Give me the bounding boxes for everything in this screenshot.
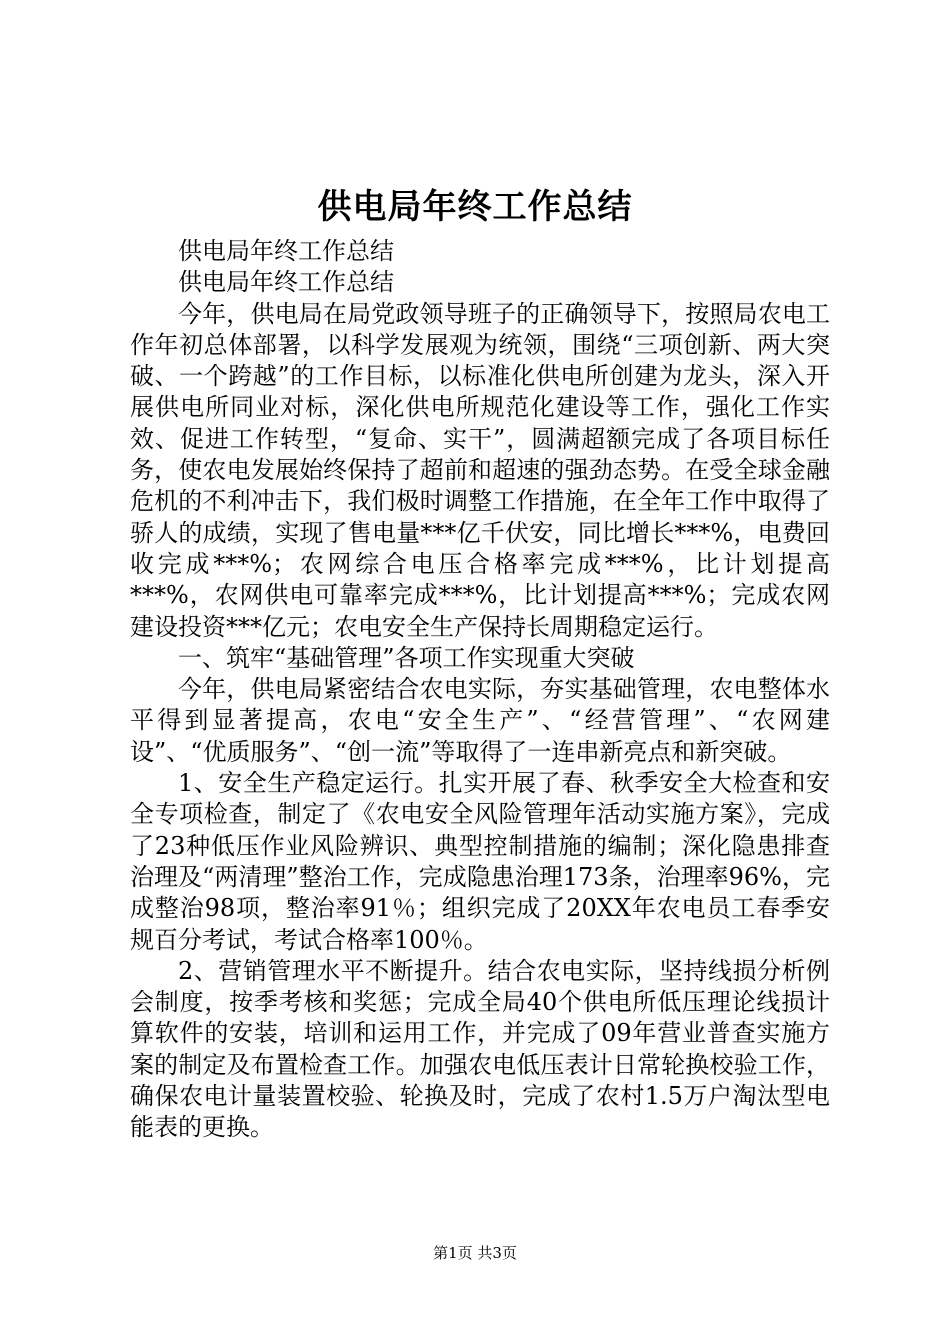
section-heading: 一、筑牢“基础管理”各项工作实现重大突破: [178, 643, 635, 672]
page-footer: 第1页 共3页: [433, 1244, 517, 1262]
body-paragraph: 今年，供电局紧密结合农电实际，夯实基础管理，农电整体水平得到显著提高，农电“安全生产”、“经营管理”、“农网建设”、“优质服务”、“创一流”等取得了一连串新亮点和新突破。: [130, 675, 830, 766]
body-paragraph: 今年，供电局在局党政领导班子的正确领导下，按照局农电工作年初总体部署，以科学发展观为统领，围绕“三项创新、两大突破、一个跨越”的工作目标，以标准化供电所创建为龙头，深入开展供电所同业对标，深化供电所规范化建设等工作，强化工作实效、促进工作转型，“复命、实干”，圆满超额完成了各项目标任务，使农电发展始终保持了超前和超速的强劲态势。在受全球金融危机的不利冲击下，我们极时调整工作措施，在全年工作中取得了骄人的成绩，实现了售电量***亿千伏安，同比增长***%，电费回收完成***%；农网综合电压合格率完成***%，比计划提高***%，农网供电可靠率完成***%，比计划提高***%；完成农网建设投资***亿元；农电安全生产保持长周期稳定运行。: [130, 299, 830, 641]
subtitle-line: 供电局年终工作总结: [178, 268, 394, 297]
document-body: [130, 236, 830, 1144]
subtitle-line: 供电局年终工作总结: [178, 237, 394, 265]
body-paragraph: 1、安全生产稳定运行。扎实开展了春、秋季安全大检查和安全专项检查，制定了《农电安全风险管理年活动实施方案》，完成了23种低压作业风险辨识、典型控制措施的编制；深化隐患排查治理及“两清理”整治工作，完成隐患治理173条，治理率96%，完成整治98项，整治率91％；组织完成了20XX年农电员工春季安规百分考试，考试合格率100％。: [130, 769, 830, 954]
body-paragraph: 2、营销管理水平不断提升。结合农电实际，坚持线损分析例会制度，按季考核和奖惩；完成全局40个供电所低压理论线损计算软件的安装，培训和运用工作，并完成了09年营业普查实施方案的制定及布置检查工作。加强农电低压表计日常轮换校验工作，确保农电计量装置校验、轮换及时，完成了农村1.5万户淘汰型电能表的更换。: [130, 956, 830, 1142]
document-title: 供电局年终工作总结: [317, 187, 633, 227]
